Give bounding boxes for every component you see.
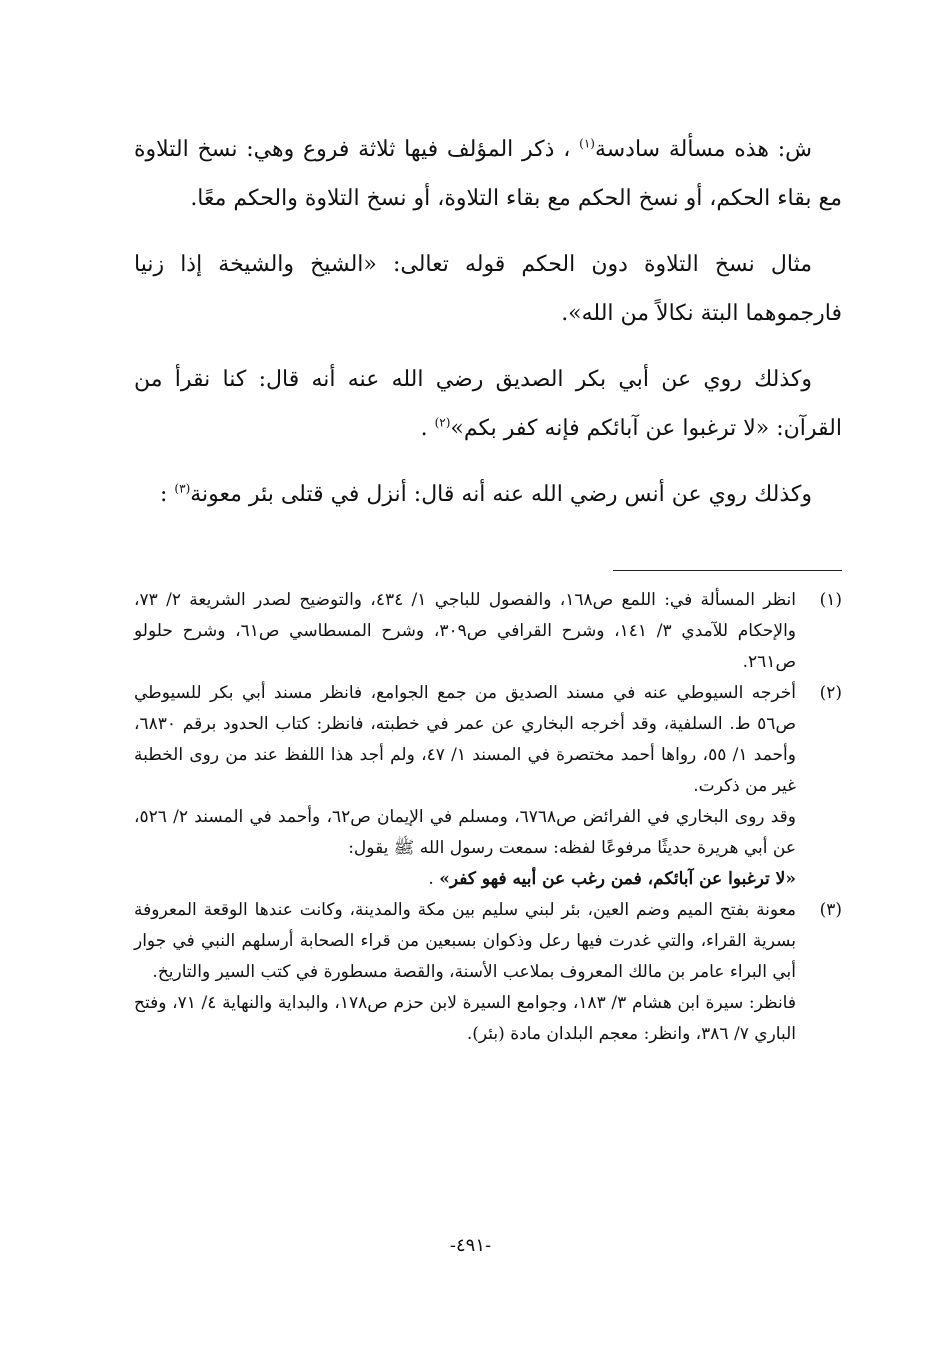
main-text [134, 125, 842, 536]
footnote-text: معونة بفتح الميم وضم العين، بئر لبني سليم بين مكة والمدينة، وكانت عندها الوقعة المعروفة بسرية القراء، والتي غدرت فيها رعل وذكوان بسبعين من قراء الصحابة أرسلهم النبي في جوار أبي البراء عامر بن مالك المعروف بملاعب الأسنة، والقصة مسطورة في كتب السير والتاريخ. [134, 900, 796, 982]
page-number: -٤٩١- [449, 1235, 492, 1256]
paragraph-3-end: . [420, 416, 428, 441]
footnote-quote-line [134, 864, 796, 895]
footnote-separator [613, 570, 842, 571]
footnote-text: أخرجه السيوطي عنه في مسند الصديق من جمع الجوامع، فانظر مسند أبي بكر للسيوطي ص٥٦ ط. السلفية، وقد أخرجه البخاري عن عمر في خطبته، فانظر: كتاب الحدود برقم ٦٨٣٠، وأحمد ١/ ٥٥، رواها أحمد مختصرة في المسند ١/ ٤٧، ولم أجد هذا اللفظ عند من روى الخطبة غير من ذكرت. [134, 683, 796, 796]
paragraph-1-start: ش: هذه مسألة سادسة [594, 137, 813, 162]
footnote-text: انظر المسألة في: اللمع ص١٦٨، والفصول للباجي ١/ ٤٣٤، والتوضيح لصدر الشريعة ٢/ ٧٣، والإحكام للآمدي ٣/ ١٤١، وشرح القرافي ص٣٠٩، وشرح المسطاسي ص٦١، وشرح حلولو ص٢٦١. [134, 590, 797, 672]
quote-end: . [428, 869, 434, 889]
footnote-text: وقد روى البخاري في الفرائض ص٦٧٦٨، ومسلم في الإيمان ص٦٢، وأحمد في المسند ٢/ ٥٢٦، عن أبي هريرة حديثًا مرفوعًا لفظه: سمعت رسول الله ﷺ يقول: [134, 807, 797, 858]
paragraph-3 [134, 355, 842, 453]
footnote-number: (٣) [819, 900, 842, 920]
paragraph-1-end: ، ذكر المؤلف فيها ثلاثة فروع وهي: نسخ التلاوة مع بقاء الحكم، أو نسخ الحكم مع بقاء التلاوة، أو نسخ التلاوة والحكم معًا. [134, 137, 842, 211]
paragraph-4-start: وكذلك روي عن أنس رضي الله عنه أنه قال: أنزل في قتلى بئر معونة [190, 482, 812, 507]
paragraph-4 [134, 470, 842, 519]
paragraph-1 [134, 125, 842, 223]
footnote-number: (٢) [819, 683, 842, 703]
footnote-3 [134, 895, 842, 1050]
footnote-2 [134, 678, 842, 895]
footnote-ref-1[interactable]: (١) [579, 136, 595, 151]
paragraph-4-end: : [160, 482, 168, 507]
footnote-number: (١) [819, 590, 842, 610]
paragraph-2: مثال نسخ التلاوة دون الحكم قوله تعالى: «الشيخ والشيخة إذا زنيا فارجموهما البتة نكالاً من الله». [134, 252, 842, 326]
paragraph-3-start: وكذلك روي عن أبي بكر الصديق رضي الله عنه أنه قال: كنا نقرأ من القرآن: «لا ترغبوا عن آبائكم فإنه كفر بكم» [134, 367, 842, 441]
hadith-quote: «لا ترغبوا عن آبائكم، فمن رغب عن أبيه فهو كفر» [439, 869, 796, 889]
footnote-ref-3[interactable]: (٣) [174, 481, 191, 496]
footnote-1 [134, 585, 842, 678]
footnote-ref-2[interactable]: (٢) [434, 415, 451, 430]
footnotes [134, 585, 842, 1050]
footnote-text: فانظر: سيرة ابن هشام ٣/ ١٨٣، وجوامع السيرة لابن حزم ص١٧٨، والبداية والنهاية ٤/ ٧١، وفتح الباري ٧/ ٣٨٦، وانظر: معجم البلدان مادة (بئر). [134, 993, 796, 1044]
